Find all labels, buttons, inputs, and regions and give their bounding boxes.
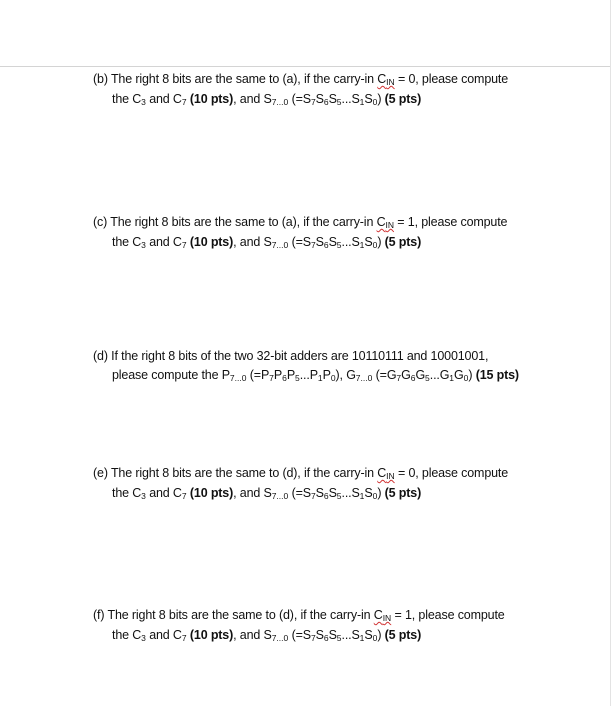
- question-f: [93, 606, 553, 646]
- points-label: (5 pts): [384, 92, 422, 106]
- points-label: (10 pts): [189, 486, 234, 500]
- question-label: (d): [93, 349, 108, 363]
- carry-in-variable: CIN: [377, 72, 395, 87]
- question-b: [93, 70, 553, 110]
- question-f-line1: (f) The right 8 bits are the same to (d), if the carry-in CIN = 1, please compute: [93, 608, 505, 623]
- page-top-divider: [0, 66, 611, 67]
- question-e: [93, 464, 553, 504]
- question-label: (b): [93, 72, 108, 86]
- question-f-line2: the C3 and C7 (10 pts), and S7...0 (=S7S6S5...S1S0) (5 pts): [112, 628, 422, 643]
- question-b-line1: (b) The right 8 bits are the same to (a), if the carry-in CIN = 0, please compute: [93, 72, 509, 87]
- points-label: (10 pts): [189, 235, 234, 249]
- carry-in-variable: CIN: [373, 608, 392, 623]
- carry-in-variable: CIN: [376, 215, 394, 230]
- question-c-line2: the C3 and C7 (10 pts), and S7...0 (=S7S6S5...S1S0) (5 pts): [112, 235, 422, 250]
- question-label: (e): [93, 466, 108, 480]
- question-c: [93, 213, 553, 253]
- question-d-line1: (d) If the right 8 bits of the two 32-bit adders are 10110111 and 10001001,: [93, 349, 489, 363]
- question-d: [93, 347, 553, 386]
- question-e-line2: the C3 and C7 (10 pts), and S7...0 (=S7S6S5...S1S0) (5 pts): [112, 486, 422, 501]
- question-e-line1: (e) The right 8 bits are the same to (d), if the carry-in CIN = 0, please compute: [93, 466, 509, 481]
- question-d-line2: please compute the P7...0 (=P7P6P5...P1P0), G7...0 (=G7G6G5...G1G0) (15 pts): [112, 368, 519, 383]
- question-label: (f): [93, 608, 105, 622]
- question-b-line2: the C3 and C7 (10 pts), and S7...0 (=S7S6S5...S1S0) (5 pts): [112, 92, 422, 107]
- question-label: (c): [93, 215, 108, 229]
- carry-in-variable: CIN: [377, 466, 395, 481]
- points-label: (10 pts): [189, 628, 234, 642]
- question-c-line1: (c) The right 8 bits are the same to (a), if the carry-in CIN = 1, please compute: [93, 215, 508, 230]
- points-label: (5 pts): [384, 486, 422, 500]
- points-label: (15 pts): [475, 368, 519, 382]
- points-label: (10 pts): [189, 92, 234, 106]
- points-label: (5 pts): [384, 628, 422, 642]
- points-label: (5 pts): [384, 235, 422, 249]
